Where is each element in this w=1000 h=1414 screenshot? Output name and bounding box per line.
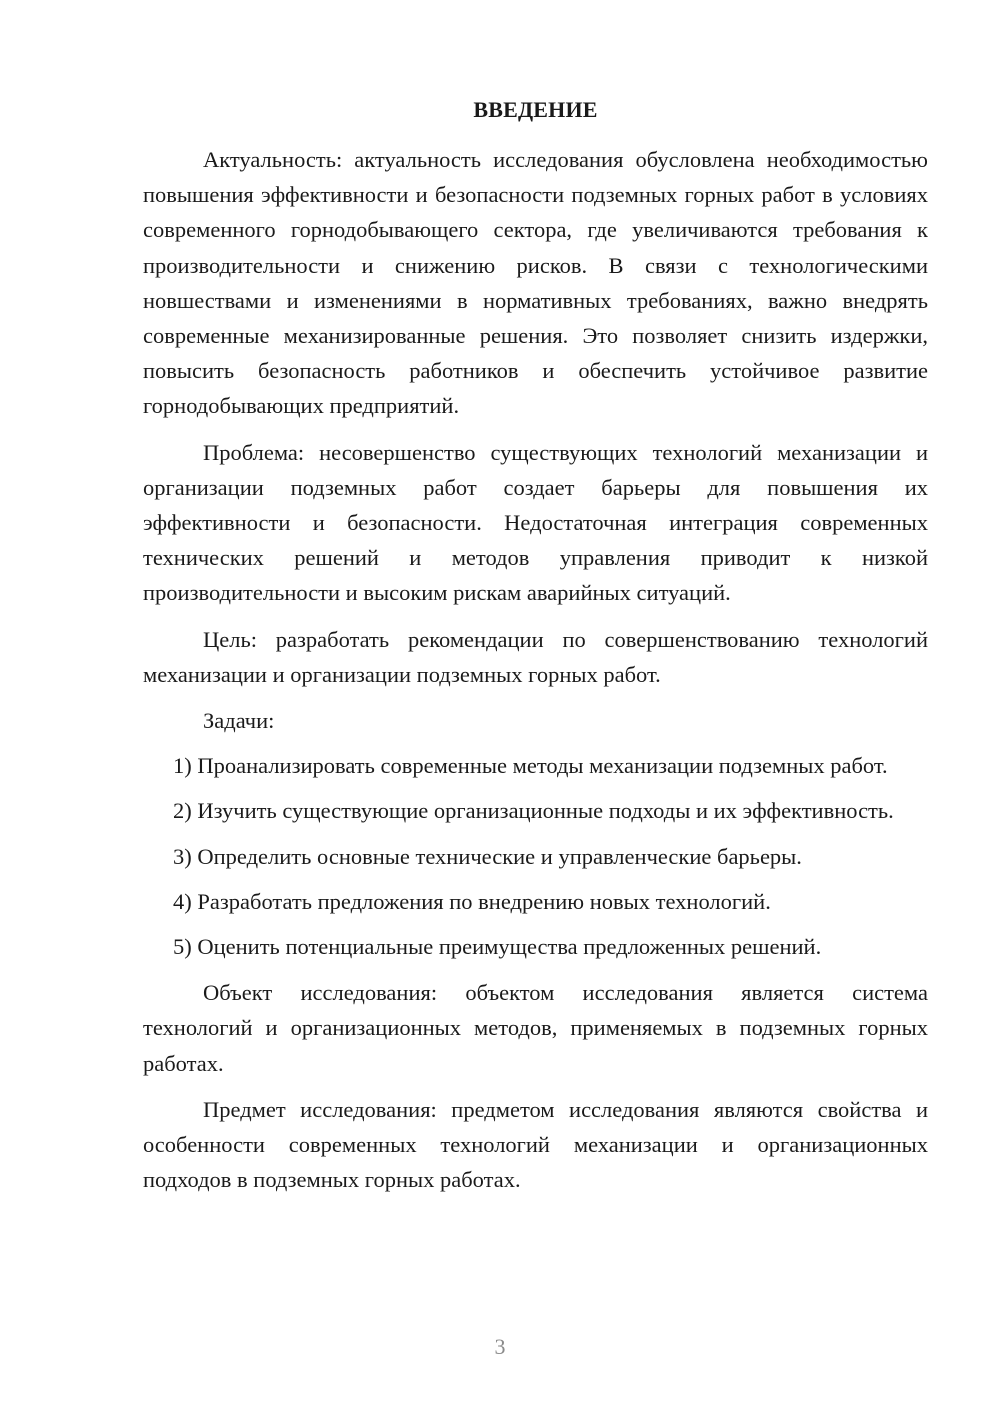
document-page <box>143 92 928 1197</box>
tasks-label: Задачи: <box>203 708 275 734</box>
task-item: 2) Изучить существующие организационные подходы и их эффективность. <box>173 798 894 824</box>
section-heading: ВВЕДЕНИЕ <box>473 97 598 122</box>
object-paragraph: Объект исследования: объектом исследования является система технологий и организационных методов, применяемых в подземных горных работах. <box>143 980 928 1076</box>
task-item: 5) Оценить потенциальные преимущества предложенных решений. <box>173 934 822 960</box>
tasks-list <box>143 748 928 964</box>
page-number: 3 <box>494 1334 506 1359</box>
relevance-paragraph: Актуальность: актуальность исследования обусловлена необходимостью повышения эффективности и безопасности подземных горных работ в условиях современного горнодобывающего сектора, где увеличиваются требования к производительности и снижению рисков. В связи с технологическими новшествами и изменениями в нормативных требованиях, важно внедрять современные механизированные решения. Это позволяет снизить издержки, повысить безопасность работников и обеспечить устойчивое развитие горнодобывающих предприятий. <box>143 147 928 419</box>
task-item: 4) Разработать предложения по внедрению новых технологий. <box>173 888 771 914</box>
subject-paragraph: Предмет исследования: предметом исследования являются свойства и особенности современных технологий механизации и организационных подходов в подземных горных работах. <box>143 1096 928 1193</box>
task-item: 1) Проанализировать современные методы механизации подземных работ. <box>173 753 888 779</box>
problem-paragraph: Проблема: несовершенство существующих технологий механизации и организации подземных работ создает барьеры для повышения их эффективности и безопасности. Недостаточная интеграция современных технических решений и методов управления приводит к низкой производительности и высоким рискам аварийных ситуаций. <box>143 439 928 606</box>
task-item: 3) Определить основные технические и управленческие барьеры. <box>173 843 802 869</box>
goal-paragraph: Цель: разработать рекомендации по совершенствованию технологий механизации и организации подземных горных работ. <box>143 626 928 687</box>
